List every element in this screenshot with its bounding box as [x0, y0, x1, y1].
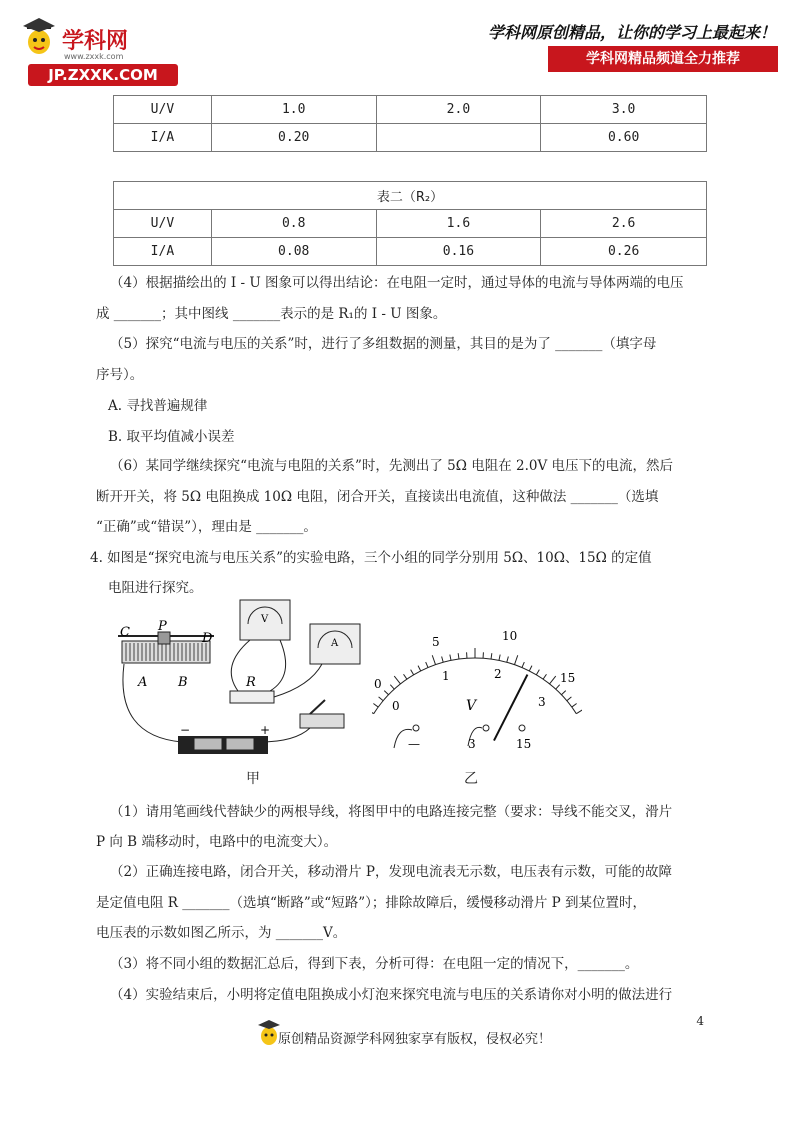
dial-tick [572, 704, 577, 708]
ammeter-symbol: A [331, 638, 339, 649]
dial-lower-tick: 1 [442, 669, 450, 683]
dial-tick [536, 670, 539, 675]
mascot-icon [258, 1020, 280, 1046]
voltmeter-dial-figure [372, 628, 582, 758]
dial-tick [458, 653, 459, 659]
dial-lower-tick: 2 [494, 667, 502, 681]
dial-tick [491, 653, 492, 659]
dial-tick [556, 685, 560, 689]
dial-scale [372, 648, 582, 714]
dial-tick [418, 666, 421, 671]
dial-upper-tick: 5 [432, 635, 440, 649]
rheostat-label: C [120, 625, 130, 640]
dial-tick [373, 704, 378, 708]
dial-tick [522, 662, 524, 668]
logo-url-badge[interactable]: JP.ZXXK.COM [28, 64, 178, 86]
table-cell: 0.60 [541, 124, 707, 152]
text-line: （5）探究“电流与电压的关系”时，进行了多组数据的测量，其目的是为了 _______（填字母 [110, 336, 657, 352]
page-number: 4 [696, 1014, 704, 1028]
logo-subtext: www.zxxk.com [64, 52, 124, 61]
dial-tick [514, 655, 517, 664]
text-line: （6）某同学继续探究“电流与电阻的关系”时，先测出了 5Ω 电阻在 2.0V 电压下的电流，然后 [110, 458, 674, 474]
table-cell: U/V [114, 96, 212, 124]
header-logo [22, 14, 162, 84]
battery-plus-label: + [260, 723, 271, 737]
rheostat-label: P [158, 619, 167, 634]
dial-tick [432, 655, 435, 664]
table-cell: I/A [114, 124, 212, 152]
dial-upper-tick: 0 [374, 677, 382, 691]
dial-tick [384, 691, 388, 695]
dial-tick [561, 691, 565, 695]
figure-jia-label: 甲 [246, 771, 260, 787]
text-line: （4）根据描绘出的 I - U 图象可以得出结论：在电阻一定时，通过导体的电流与导体两端的电压 [110, 275, 684, 291]
text-line: （4）实验结束后，小明将定值电阻换成小灯泡来探究电流与电压的关系请你对小明的做法进行 [110, 987, 673, 1003]
table-caption: 表二（R₂） [114, 182, 707, 210]
table-cell: 0.26 [541, 238, 707, 266]
table-cell [376, 124, 541, 152]
table-cell: 0.20 [211, 124, 376, 152]
dial-tick [543, 674, 546, 679]
dial-upper-tick: 15 [560, 671, 576, 685]
data-table-r1 [113, 95, 707, 152]
question-4-text: 4. 如图是“探究电流与电压关系”的实验电路，三个小组的同学分别用 5Ω、10Ω、15Ω 的定值 [90, 550, 652, 566]
table-cell: 0.16 [376, 238, 541, 266]
table-cell: 0.08 [211, 238, 376, 266]
dial-tick [404, 674, 407, 679]
terminal-label: — [408, 737, 420, 751]
dial-tick [379, 697, 384, 701]
option-a: A. 寻找普遍规律 [108, 398, 208, 414]
resistor-label: R [246, 675, 256, 690]
dial-tick [426, 662, 428, 668]
text-line: 电压表的示数如图乙所示，为 _______V。 [96, 925, 347, 941]
dial-tick [411, 670, 414, 675]
circuit-figure [110, 596, 370, 766]
figure-yi-label: 乙 [464, 771, 478, 787]
text-line: 是定值电阻 R _______（选填“断路”或“短路”）；排除故障后，缓慢移动滑片 P 到某位置时， [96, 895, 647, 911]
rheostat-label: B [178, 675, 188, 690]
table-cell: 1.0 [211, 96, 376, 124]
dial-tick [567, 697, 572, 701]
dial-tick [372, 708, 374, 713]
mascot-icon [22, 18, 56, 58]
table-cell: I/A [114, 238, 212, 266]
table-cell: 2.6 [541, 210, 707, 238]
option-b: B. 取平均值减小误差 [108, 429, 235, 445]
dial-tick [450, 655, 451, 661]
dial-lower-tick: 0 [392, 699, 400, 713]
table-cell: U/V [114, 210, 212, 238]
text-line: 成 _______；其中图线 _______表示的是 R₁的 I - U 图象。 [96, 306, 447, 322]
text-line: “正确”或“错误”），理由是 _______。 [96, 519, 317, 535]
dial-tick [529, 666, 532, 671]
text-line: P 向 B 端移动时，电路中的电流变大）。 [96, 834, 338, 850]
text-line: （2）正确连接电路，闭合开关，移动滑片 P，发现电流表无示数，电压表有示数，可能的故障 [110, 864, 672, 880]
table-cell: 3.0 [541, 96, 707, 124]
battery-minus-label: − [180, 723, 191, 737]
dial-symbol: V [466, 698, 477, 714]
voltmeter-symbol: V [261, 614, 269, 625]
header-slogan: 学科网原创精品，让你的学习上最起来！ [487, 23, 776, 42]
dial-lower-tick: 3 [538, 695, 546, 709]
terminal-label: 15 [516, 737, 532, 751]
dial-tick [390, 685, 394, 689]
logo-text: 学科网 [62, 29, 129, 54]
dial-tick [576, 708, 582, 713]
header-banner[interactable]: 学科网精品频道全力推荐 [548, 46, 778, 72]
text-line: 序号）。 [96, 367, 144, 383]
table-cell: 2.0 [376, 96, 541, 124]
table-row [114, 238, 707, 266]
terminal-label: 3 [468, 737, 476, 751]
rheostat-label: A [138, 675, 148, 690]
text-line: （3）将不同小组的数据汇总后，得到下表，分析可得：在电阻一定的情况下，_______。 [110, 956, 639, 972]
dial-tick [394, 676, 400, 684]
text-line: 电阻进行探究。 [108, 580, 203, 596]
dial-tick [550, 676, 556, 684]
table-row [114, 96, 707, 124]
rheostat-label: D [202, 631, 213, 646]
table-row [114, 124, 707, 152]
text-line: 断开开关，将 5Ω 电阻换成 10Ω 电阻，闭合开关，直接读出电流值，这种做法 _______（选填 [96, 489, 659, 505]
table-cell: 0.8 [211, 210, 376, 238]
dial-upper-tick: 10 [502, 629, 518, 643]
footer-copyright: 原创精品资源学科网独家享有版权，侵权必究！ [278, 1032, 552, 1047]
data-table-r2 [113, 181, 707, 266]
text-line: （1）请用笔画线代替缺少的两根导线，将图甲中的电路连接完整（要求：导线不能交叉，滑片 [110, 804, 673, 820]
table-caption-row [114, 182, 707, 210]
dial-tick [507, 657, 509, 663]
dial-tick [499, 655, 500, 661]
table-cell: 1.6 [376, 210, 541, 238]
table-row [114, 210, 707, 238]
dial-tick [442, 657, 444, 663]
